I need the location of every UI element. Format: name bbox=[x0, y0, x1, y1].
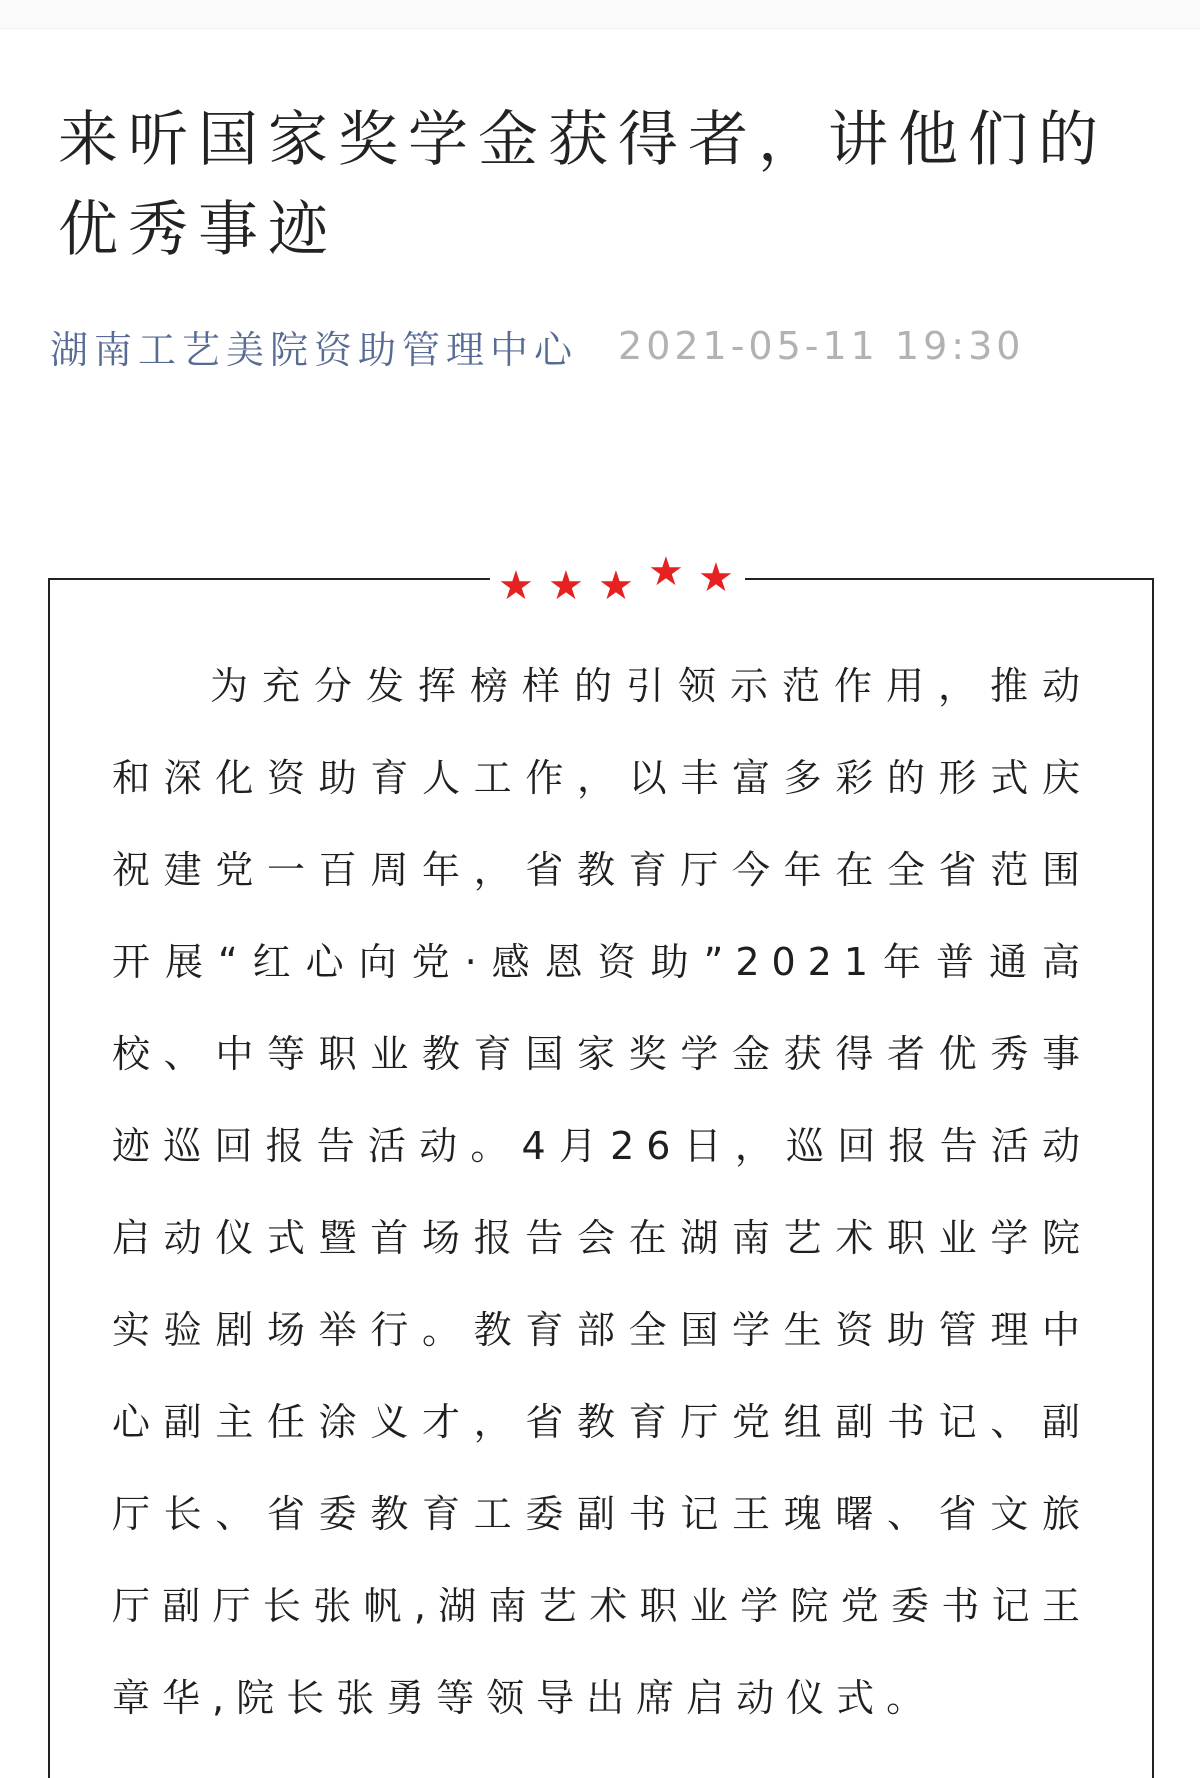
star-icon: ★ bbox=[498, 563, 534, 609]
star-icon: ★ bbox=[548, 563, 584, 609]
publish-time: 2021-05-11 19:30 bbox=[618, 324, 1025, 368]
article-body-paragraph: 为充分发挥榜样的引领示范作用，推动和深化资助育人工作，以丰富多彩的形式庆祝建党一百周年，省教育厅今年在全省范围开展“红心向党·感恩资助”2021年普通高校、中等职业教育国家奖学金获得者优秀事迹巡回报告活动。4月26日，巡回报告活动启动仪式暨首场报告会在湖南艺术职业学院实验剧场举行。教育部全国学生资助管理中心副主任涂义才，省教育厅党组副书记、副厅长、省委教育工委副书记王瑰曙、省文旅厅副厅长张帆,湖南艺术职业学院党委书记王章华,院长张勇等领导出席启动仪式。 bbox=[112, 664, 1092, 1720]
top-bar bbox=[0, 0, 1200, 29]
article-meta bbox=[50, 318, 1024, 374]
author-link[interactable]: 湖南工艺美院资助管理中心 bbox=[50, 327, 579, 372]
star-icon: ★ bbox=[598, 563, 634, 609]
stars-decoration bbox=[490, 548, 745, 608]
star-icon: ★ bbox=[698, 555, 734, 601]
frame-top-border-left bbox=[48, 578, 490, 580]
frame-top-border-right bbox=[745, 578, 1152, 580]
article-title: 来听国家奖学金获得者，讲他们的优秀事迹 bbox=[58, 105, 1108, 265]
star-icon: ★ bbox=[648, 549, 684, 595]
